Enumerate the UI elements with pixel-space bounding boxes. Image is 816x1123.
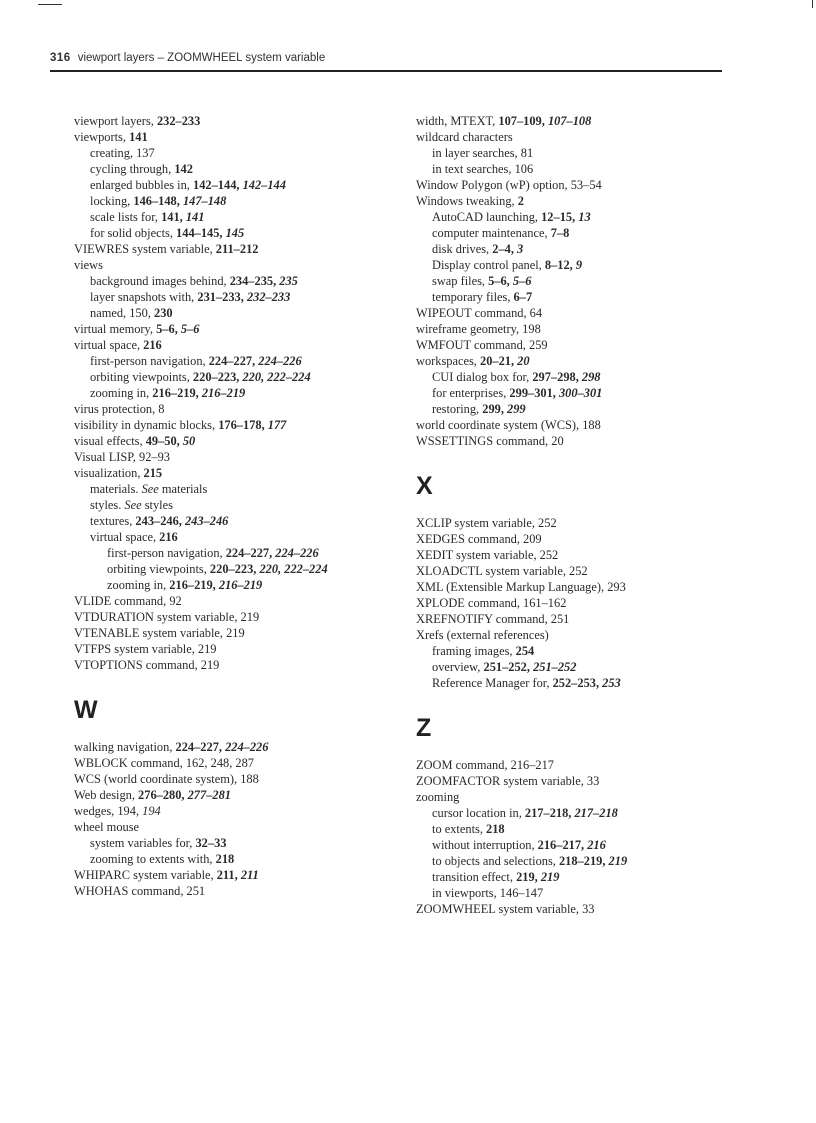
index-subentry xyxy=(416,869,736,885)
entry-text: computer maintenance, xyxy=(432,226,551,240)
index-subentry xyxy=(74,193,394,209)
page-reference: 216 xyxy=(159,530,178,544)
page-reference: 220–223, xyxy=(209,562,260,576)
crop-mark xyxy=(38,4,62,5)
page-reference: 297–298, xyxy=(532,370,582,384)
page-reference: 217–218, xyxy=(524,806,575,820)
entry-text: viewports, xyxy=(74,130,130,144)
entry-text: VIEWRES system variable, xyxy=(74,242,216,256)
index-subentry xyxy=(74,353,394,369)
page-reference: 32–33 xyxy=(195,836,227,850)
entry-text: wedges, 194, xyxy=(74,804,143,818)
index-column-right xyxy=(416,113,736,917)
page-reference: 141, xyxy=(161,210,186,224)
page-reference: 230 xyxy=(154,306,173,320)
index-subentry xyxy=(416,209,736,225)
index-subentry xyxy=(74,481,394,497)
index-subentry xyxy=(416,289,736,305)
entry-text: background images behind, xyxy=(90,274,230,288)
page-reference: 216 xyxy=(587,838,606,852)
page-reference: 7–8 xyxy=(550,226,570,240)
index-subentry xyxy=(74,369,394,385)
page-reference: 224–227, xyxy=(175,740,226,754)
entry-text: AutoCAD launching, xyxy=(432,210,542,224)
page-number: 316 xyxy=(50,52,71,64)
index-entry xyxy=(416,757,736,773)
page-reference: 194 xyxy=(142,804,161,818)
page-reference: See xyxy=(124,498,142,512)
index-entry xyxy=(416,321,736,337)
page-reference: 235 xyxy=(279,274,298,288)
index-subentry xyxy=(416,369,736,385)
index-entry xyxy=(74,771,394,787)
page-reference: 218 xyxy=(215,852,235,866)
page-reference: 218 xyxy=(486,822,505,836)
index-subentry xyxy=(416,385,736,401)
index-entry xyxy=(74,129,394,145)
running-title: viewport layers – ZOOMWHEEL system variable xyxy=(77,52,326,64)
page-reference: 9 xyxy=(575,258,583,272)
index-column-left xyxy=(74,113,394,899)
entry-text: styles. xyxy=(90,498,125,512)
index-subentry xyxy=(416,853,736,869)
index-entry xyxy=(416,595,736,611)
entry-text: visualization, xyxy=(74,466,144,480)
page-reference: 243–246, xyxy=(135,514,185,528)
index-entry xyxy=(74,867,394,883)
index-entry xyxy=(74,449,394,465)
page-reference: 251–252 xyxy=(533,660,577,674)
entry-text: first-person navigation, xyxy=(90,354,209,368)
entry-text: ZOOM command, 216–217 xyxy=(416,758,555,772)
page-reference: 224–227, xyxy=(225,546,276,560)
entry-text: materials. xyxy=(90,482,142,496)
index-section-letter: X xyxy=(416,472,433,500)
entry-text: WBLOCK command, 162, 248, 287 xyxy=(74,756,254,770)
entry-text: for enterprises, xyxy=(432,386,510,400)
index-entry xyxy=(74,417,394,433)
index-subentry xyxy=(74,513,394,529)
index-entry xyxy=(74,609,394,625)
entry-text: zooming in, xyxy=(90,386,153,400)
crop-mark xyxy=(812,0,813,8)
entry-text: zooming to extents with, xyxy=(90,852,216,866)
index-section-letter: Z xyxy=(416,714,432,742)
page-reference: 254 xyxy=(515,644,535,658)
index-entry xyxy=(74,241,394,257)
entry-text: Windows tweaking, xyxy=(416,194,518,208)
page-reference: See xyxy=(141,482,159,496)
entry-text: width, MTEXT, xyxy=(416,114,499,128)
index-entry xyxy=(74,401,394,417)
index-section-letter: W xyxy=(74,696,98,724)
entry-text: wildcard characters xyxy=(416,130,513,144)
entry-text: temporary files, xyxy=(432,290,514,304)
page-reference: 299, xyxy=(482,402,508,416)
entry-text: to extents, xyxy=(432,822,487,836)
entry-text: orbiting viewpoints, xyxy=(107,562,210,576)
entry-text: in viewports, 146–147 xyxy=(432,886,544,900)
entry-text: styles xyxy=(141,498,173,512)
page-reference: 5–6, xyxy=(488,274,513,288)
index-entry xyxy=(416,417,736,433)
page-reference: 20–21, xyxy=(480,354,518,368)
page-reference: 252–253, xyxy=(552,676,603,690)
entry-text: virtual space, xyxy=(90,530,160,544)
page-reference: 216–219 xyxy=(218,578,263,592)
page-reference: 232–233 xyxy=(156,114,201,128)
index-subentry xyxy=(74,225,394,241)
page-reference: 107–109, xyxy=(498,114,548,128)
page-reference: 6–7 xyxy=(513,290,533,304)
index-subentry xyxy=(74,561,394,577)
entry-text: VTOPTIONS command, 219 xyxy=(74,658,220,672)
page-reference: 216–219 xyxy=(201,386,246,400)
entry-text: XPLODE command, 161–162 xyxy=(416,596,567,610)
page-reference: 253 xyxy=(602,676,621,690)
page-reference: 220–223, xyxy=(192,370,243,384)
page-reference: 232–233 xyxy=(246,290,291,304)
page-reference: 3 xyxy=(517,242,524,256)
index-subentry xyxy=(416,643,736,659)
page-reference: 220, 222–224 xyxy=(259,562,328,576)
index-entry xyxy=(74,465,394,481)
index-subentry xyxy=(74,289,394,305)
page-reference: 5–6 xyxy=(512,274,532,288)
index-entry xyxy=(416,129,736,145)
page-reference: 142 xyxy=(174,162,193,176)
page-reference: 216–219, xyxy=(169,578,219,592)
page-reference: 5–6, xyxy=(156,322,181,336)
index-subentry xyxy=(416,145,736,161)
index-entry xyxy=(416,305,736,321)
page-reference: 224–226 xyxy=(258,354,302,368)
index-subentry xyxy=(416,675,736,691)
entry-text: XML (Extensible Markup Language), 293 xyxy=(416,580,626,594)
index-subentry xyxy=(74,145,394,161)
index-subentry xyxy=(74,835,394,851)
page-reference: 8–12, xyxy=(544,258,576,272)
page-reference: 20 xyxy=(517,354,530,368)
entry-text: wheel mouse xyxy=(74,820,140,834)
entry-text: in text searches, 106 xyxy=(432,162,534,176)
page-reference: 277–281 xyxy=(187,788,231,802)
index-subentry xyxy=(416,241,736,257)
page-reference: 299 xyxy=(507,402,526,416)
index-entry xyxy=(416,901,736,917)
index-subentry xyxy=(416,837,736,853)
page-reference: 211–212 xyxy=(215,242,259,256)
page-reference: 219 xyxy=(608,854,628,868)
entry-text: materials xyxy=(158,482,208,496)
index-subentry xyxy=(74,161,394,177)
entry-text: for solid objects, xyxy=(90,226,177,240)
page-reference: 224–226 xyxy=(225,740,269,754)
entry-text: named, 150, xyxy=(90,306,155,320)
page-reference: 211 xyxy=(240,868,259,882)
entry-text: Visual LISP, 92–93 xyxy=(74,450,170,464)
page-reference: 217–218 xyxy=(574,806,618,820)
index-entry xyxy=(416,773,736,789)
entry-text: WCS (world coordinate system), 188 xyxy=(74,772,259,786)
page-reference: 215 xyxy=(143,466,163,480)
index-entry xyxy=(416,611,736,627)
page-reference: 219, xyxy=(516,870,541,884)
entry-text: layer snapshots with, xyxy=(90,290,198,304)
entry-text: in layer searches, 81 xyxy=(432,146,534,160)
entry-text: ZOOMFACTOR system variable, 33 xyxy=(416,774,600,788)
page-reference: 141 xyxy=(185,210,205,224)
entry-text: cycling through, xyxy=(90,162,175,176)
page-reference: 12–15, xyxy=(541,210,579,224)
index-subentry xyxy=(74,577,394,593)
page-reference: 211, xyxy=(216,868,241,882)
page-reference: 251–252, xyxy=(483,660,534,674)
page-reference: 142–144, xyxy=(193,178,243,192)
page-reference: 141 xyxy=(129,130,148,144)
entry-text: visibility in dynamic blocks, xyxy=(74,418,219,432)
page-reference: 107–108 xyxy=(547,114,592,128)
entry-text: Window Polygon (wP) option, 53–54 xyxy=(416,178,602,192)
page-reference: 299–301, xyxy=(509,386,559,400)
index-entry xyxy=(74,337,394,353)
index-entry xyxy=(74,641,394,657)
index-subentry xyxy=(416,821,736,837)
index-entry xyxy=(416,531,736,547)
index-entry xyxy=(416,193,736,209)
index-entry xyxy=(74,657,394,673)
page-reference: 13 xyxy=(578,210,591,224)
index-subentry xyxy=(74,209,394,225)
index-subentry xyxy=(416,257,736,273)
entry-text: first-person navigation, xyxy=(107,546,226,560)
index-subentry xyxy=(74,177,394,193)
page-reference: 231–233, xyxy=(197,290,247,304)
entry-text: viewport layers, xyxy=(74,114,157,128)
entry-text: WHIPARC system variable, xyxy=(74,868,217,882)
page-reference: 220, 222–224 xyxy=(242,370,311,384)
index-subentry xyxy=(416,273,736,289)
entry-text: ZOOMWHEEL system variable, 33 xyxy=(416,902,595,916)
index-subentry xyxy=(74,529,394,545)
entry-text: Xrefs (external references) xyxy=(416,628,549,642)
index-entry xyxy=(416,177,736,193)
index-entry xyxy=(416,515,736,531)
index-entry xyxy=(74,321,394,337)
entry-text: WIPEOUT command, 64 xyxy=(416,306,543,320)
index-entry xyxy=(74,113,394,129)
entry-text: transition effect, xyxy=(432,870,517,884)
entry-text: Reference Manager for, xyxy=(432,676,553,690)
running-header xyxy=(50,52,722,64)
entry-text: system variables for, xyxy=(90,836,196,850)
entry-text: visual effects, xyxy=(74,434,146,448)
index-subentry xyxy=(416,659,736,675)
page-reference: 147–148 xyxy=(182,194,227,208)
page-reference: 146–148, xyxy=(133,194,183,208)
index-entry xyxy=(74,739,394,755)
index-subentry xyxy=(74,851,394,867)
page-reference: 49–50, xyxy=(145,434,183,448)
entry-text: WHOHAS command, 251 xyxy=(74,884,206,898)
index-subentry xyxy=(74,545,394,561)
index-entry xyxy=(74,257,394,273)
index-entry xyxy=(74,787,394,803)
entry-text: cursor location in, xyxy=(432,806,525,820)
entry-text: restoring, xyxy=(432,402,483,416)
index-subentry xyxy=(74,497,394,513)
page-reference: 216–219, xyxy=(152,386,202,400)
page-reference: 177 xyxy=(267,418,287,432)
entry-text: wireframe geometry, 198 xyxy=(416,322,541,336)
entry-text: walking navigation, xyxy=(74,740,176,754)
entry-text: XEDGES command, 209 xyxy=(416,532,542,546)
entry-text: disk drives, xyxy=(432,242,493,256)
page-reference: 5–6 xyxy=(180,322,200,336)
entry-text: overview, xyxy=(432,660,484,674)
entry-text: textures, xyxy=(90,514,136,528)
entry-text: VTDURATION system variable, 219 xyxy=(74,610,260,624)
entry-text: swap files, xyxy=(432,274,489,288)
index-entry xyxy=(416,547,736,563)
page-reference: 218–219, xyxy=(558,854,609,868)
entry-text: without interruption, xyxy=(432,838,538,852)
page-reference: 176–178, xyxy=(218,418,268,432)
entry-text: Web design, xyxy=(74,788,139,802)
entry-text: WMFOUT command, 259 xyxy=(416,338,548,352)
page-reference: 145 xyxy=(225,226,245,240)
index-entry xyxy=(74,433,394,449)
entry-text: virtual memory, xyxy=(74,322,157,336)
index-entry xyxy=(74,593,394,609)
index-subentry xyxy=(74,305,394,321)
page-reference: 298 xyxy=(581,370,601,384)
entry-text: scale lists for, xyxy=(90,210,162,224)
page-reference: 50 xyxy=(182,434,196,448)
entry-text: VTENABLE system variable, 219 xyxy=(74,626,245,640)
entry-text: VTFPS system variable, 219 xyxy=(74,642,217,656)
index-entry xyxy=(416,789,736,805)
index-subentry xyxy=(416,401,736,417)
index-subentry xyxy=(416,161,736,177)
entry-text: workspaces, xyxy=(416,354,480,368)
entry-text: framing images, xyxy=(432,644,516,658)
index-entry xyxy=(416,579,736,595)
entry-text: CUI dialog box for, xyxy=(432,370,533,384)
entry-text: XREFNOTIFY command, 251 xyxy=(416,612,570,626)
page-reference: 234–235, xyxy=(229,274,280,288)
index-entry xyxy=(74,625,394,641)
entry-text: XEDIT system variable, 252 xyxy=(416,548,559,562)
page-reference: 219 xyxy=(540,870,560,884)
page-reference: 300–301 xyxy=(558,386,603,400)
entry-text: locking, xyxy=(90,194,134,208)
entry-text: enlarged bubbles in, xyxy=(90,178,194,192)
entry-text: zooming xyxy=(416,790,460,804)
page-reference: 142–144 xyxy=(242,178,286,192)
page-reference: 216–217, xyxy=(537,838,588,852)
page-reference: 224–227, xyxy=(208,354,259,368)
page-reference: 2 xyxy=(517,194,524,208)
index-subentry xyxy=(74,273,394,289)
entry-text: WSSETTINGS command, 20 xyxy=(416,434,564,448)
index-entry xyxy=(416,563,736,579)
index-subentry xyxy=(416,225,736,241)
index-subentry xyxy=(416,885,736,901)
index-entry xyxy=(416,337,736,353)
index-entry xyxy=(74,819,394,835)
entry-text: to objects and selections, xyxy=(432,854,559,868)
index-subentry xyxy=(416,805,736,821)
index-entry xyxy=(416,627,736,643)
header-rule xyxy=(50,70,722,72)
page-reference: 276–280, xyxy=(138,788,188,802)
index-entry xyxy=(416,113,736,129)
index-entry xyxy=(74,883,394,899)
entry-text: XLOADCTL system variable, 252 xyxy=(416,564,588,578)
index-entry xyxy=(416,433,736,449)
entry-text: orbiting viewpoints, xyxy=(90,370,193,384)
page-reference: 243–246 xyxy=(184,514,229,528)
entry-text: zooming in, xyxy=(107,578,170,592)
page-reference: 2–4, xyxy=(492,242,518,256)
page-reference: 144–145, xyxy=(176,226,226,240)
page-reference: 216 xyxy=(143,338,162,352)
entry-text: world coordinate system (WCS), 188 xyxy=(416,418,601,432)
index-entry xyxy=(74,803,394,819)
entry-text: Display control panel, xyxy=(432,258,545,272)
entry-text: creating, 137 xyxy=(90,146,155,160)
index-entry xyxy=(74,755,394,771)
entry-text: virtual space, xyxy=(74,338,144,352)
entry-text: XCLIP system variable, 252 xyxy=(416,516,557,530)
page-reference: 224–226 xyxy=(275,546,319,560)
index-subentry xyxy=(74,385,394,401)
index-entry xyxy=(416,353,736,369)
entry-text: VLIDE command, 92 xyxy=(74,594,182,608)
entry-text: views xyxy=(74,258,103,272)
entry-text: virus protection, 8 xyxy=(74,402,165,416)
